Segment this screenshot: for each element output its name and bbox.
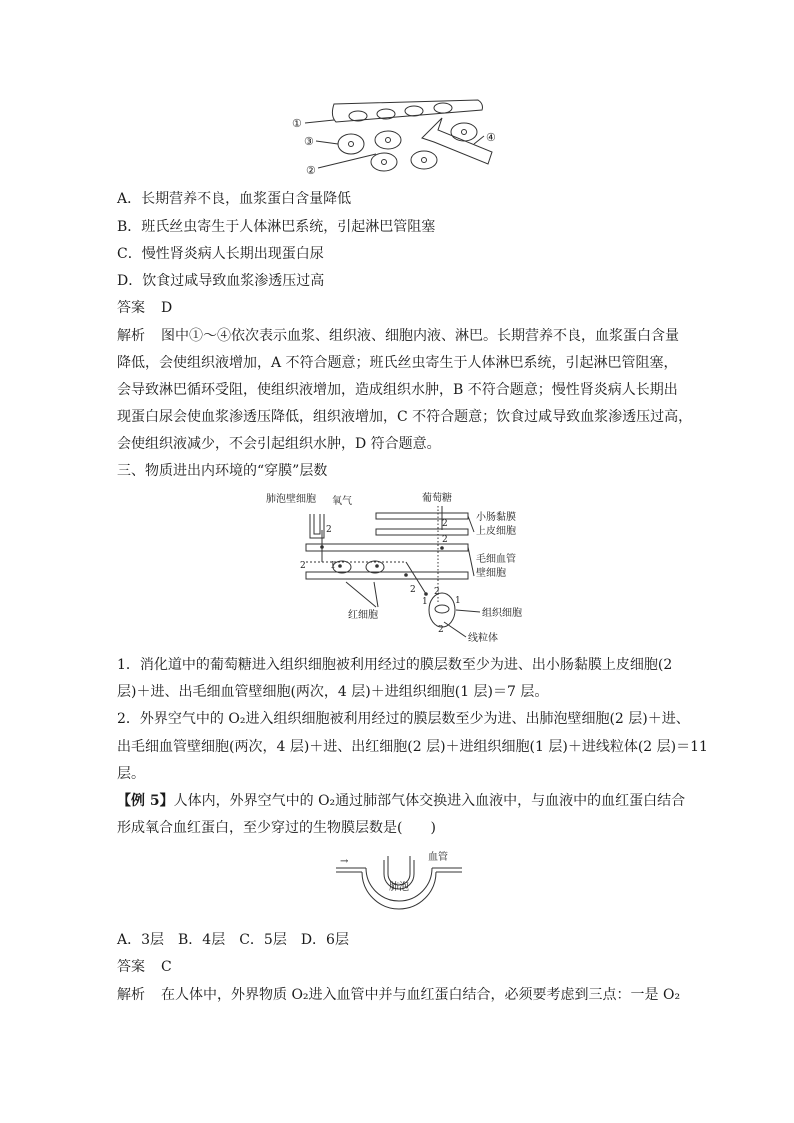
example-5-analysis: 解析 在人体中，外界物质 O₂进入血管中并与血红蛋白结合，必须要考虑到三点：一是 O₂ — [117, 987, 681, 1003]
q4-analysis-line-4: 现蛋白尿会使血浆渗透压降低，组织液增加，C 不符合题意；饮食过咸导致血浆渗透压过高， — [117, 409, 693, 425]
q4-answer — [117, 299, 172, 317]
label-alveolar-cell: 肺泡壁细胞 — [266, 494, 316, 505]
cell — [451, 123, 477, 141]
label-3: ③ — [304, 135, 314, 148]
tissue-cell — [429, 593, 455, 627]
point-2-line-1: 2．外界空气中的 O₂进入组织细胞被利用经过的膜层数至少为进、出肺泡壁细胞(2 层)＋进、 — [117, 711, 690, 727]
label-tissue-cell: 组织细胞 — [482, 608, 522, 619]
svg-text:1: 1 — [422, 597, 428, 607]
q4-analysis-line-3: 会导致淋巴循环受阻，使组织液增加，造成组织水肿，B 不符合题意；慢性肾炎病人长期出 — [117, 382, 678, 398]
example-tag: 【例 5】 — [117, 793, 174, 809]
q4-option-c: C．慢性肾炎病人长期出现蛋白尿 — [117, 246, 324, 262]
label-capillary-1: 毛细血管 — [476, 554, 516, 565]
membrane-crossing-diagram — [266, 490, 530, 644]
svg-text:2: 2 — [438, 625, 444, 635]
q4-option-a: A．长期营养不良，血浆蛋白含量降低 — [117, 191, 352, 207]
svg-text:2: 2 — [434, 587, 440, 597]
label-vessel: 血管 — [428, 852, 448, 863]
q4-analysis-line-1: 解析 图中①～④依次表示血浆、组织液、细胞内液、淋巴。长期营养不良，血浆蛋白含量 — [117, 328, 679, 344]
svg-text:2: 2 — [442, 519, 448, 529]
point-2-line-3: 层。 — [117, 766, 145, 782]
body-fluid-diagram — [288, 96, 500, 178]
label-rbc: 红细胞 — [348, 610, 378, 621]
point-1-line-1: 1．消化道中的葡萄糖进入组织细胞被利用经过的膜层数至少为进、出小肠黏膜上皮细胞(2 — [117, 657, 673, 673]
red-blood-cell — [366, 561, 384, 573]
analysis-label: 解析 — [117, 328, 145, 344]
alveolus-diagram — [336, 838, 462, 918]
cell — [375, 131, 401, 149]
svg-text:2: 2 — [300, 561, 306, 571]
example-5-line-1: 【例 5】人体内，外界空气中的 O₂通过肺部气体交换进入血液中，与血液中的血红蛋白结合 — [117, 793, 686, 809]
point-1-line-2: 层)＋进、出毛细血管壁细胞(两次，4 层)＋进组织细胞(1 层)＝7 层。 — [117, 684, 549, 700]
point-2-line-2: 出毛细血管壁细胞(两次，4 层)＋进、出红细胞(2 层)＋进组织细胞(1 层)＋进线粒体(2 层)＝11 — [117, 739, 708, 755]
example-5-line-2: 形成氧合血红蛋白，至少穿过的生物膜层数是( ) — [117, 820, 436, 836]
label-glucose: 葡萄糖 — [422, 493, 452, 504]
label-2: ② — [306, 164, 316, 177]
cell — [338, 134, 364, 154]
cell — [371, 153, 397, 171]
label-alveolus: 肺泡 — [389, 882, 409, 893]
q4-option-d: D．饮食过咸导致血浆渗透压过高 — [117, 273, 325, 289]
label-4: ④ — [486, 131, 496, 144]
cell — [411, 151, 437, 169]
label-1: ① — [292, 117, 302, 130]
answer-value: D — [161, 300, 173, 316]
q4-analysis-line-5: 会使组织液减少，不会引起组织水肿，D 符合题意。 — [117, 436, 441, 452]
label-mitochondrion: 线粒体 — [468, 633, 498, 644]
q4-analysis-line-2: 降低，会使组织液增加，A 不符合题意；班氏丝虫寄生于人体淋巴系统，引起淋巴管阻塞， — [117, 355, 678, 371]
example-5-answer: 答案 C — [117, 959, 172, 975]
svg-text:2: 2 — [326, 525, 332, 535]
label-capillary-2: 壁细胞 — [476, 568, 506, 579]
label-oxygen: 氧气 — [332, 496, 352, 507]
answer-label: 答案 — [117, 300, 145, 316]
label-intestine-1: 小肠黏膜 — [476, 512, 516, 523]
vessel-arrow: → — [340, 856, 349, 867]
svg-text:1: 1 — [455, 596, 461, 606]
svg-text:2: 2 — [442, 535, 448, 545]
label-intestine-2: 上皮细胞 — [476, 526, 516, 537]
svg-text:1: 1 — [330, 561, 336, 571]
section-heading: 三、物质进出内环境的“穿膜”层数 — [117, 463, 328, 479]
q4-option-b: B．班氏丝虫寄生于人体淋巴系统，引起淋巴管阻塞 — [117, 219, 436, 235]
svg-text:2: 2 — [410, 585, 416, 595]
example-5-options: A．3层 B．4层 C．5层 D．6层 — [117, 932, 349, 948]
mitochondrion — [435, 605, 449, 613]
